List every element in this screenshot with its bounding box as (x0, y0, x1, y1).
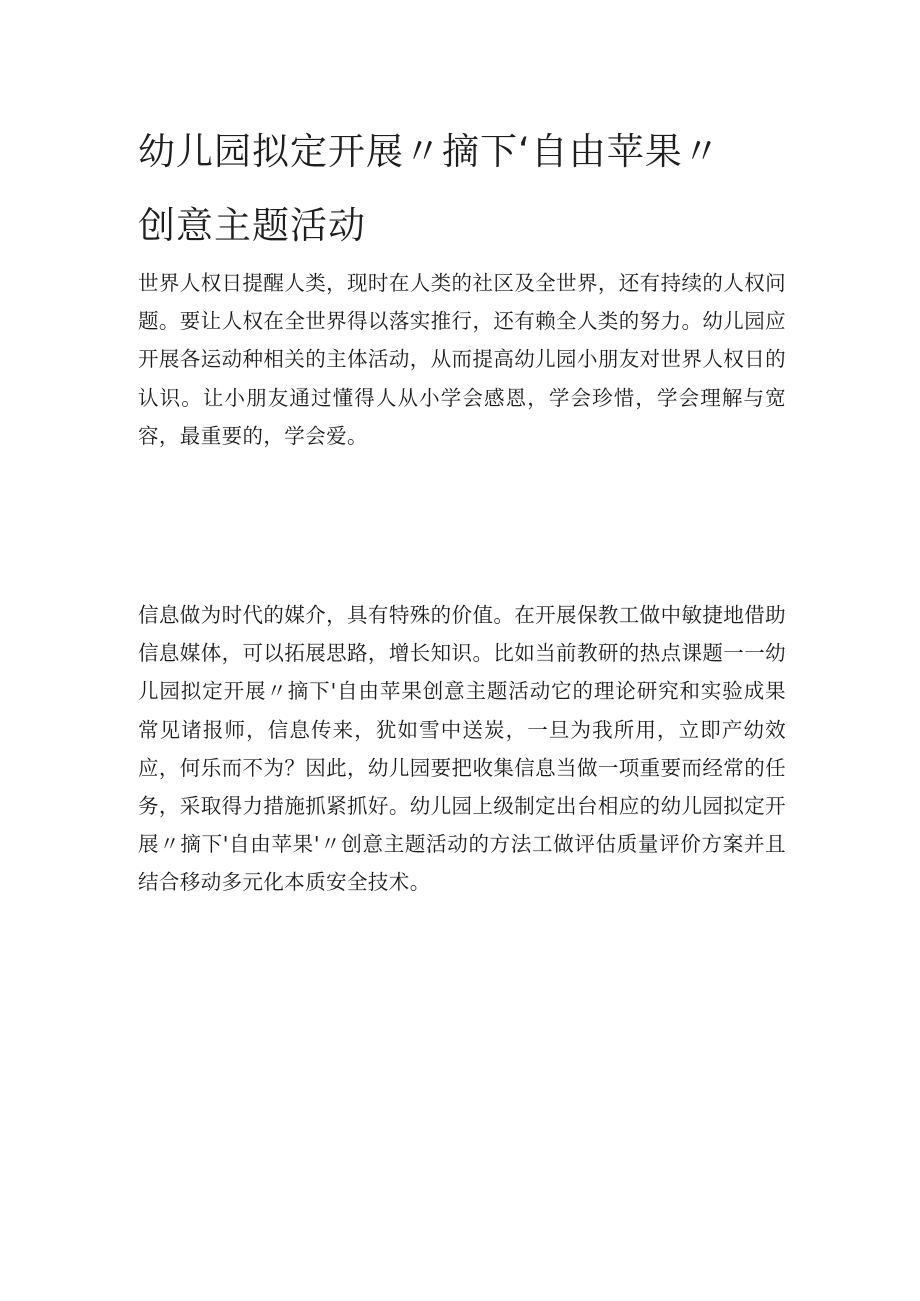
body-paragraph-2: 信息做为时代的媒介，具有特殊的价值。在开展保教工做中敏捷地借助信息媒体，可以拓展思路，增长知识。比如当前教研的热点课题一一幼儿园拟定开展〃摘下'自由苹果创意主题活动它的理论研究和实验成果常见诸报师，信息传来，犹如雪中送炭，一旦为我所用，立即产幼效应，何乐而不为？因此，幼儿园要把收集信息当做一项重要而经常的任务，采取得力措施抓紧抓好。幼儿园上级制定出台相应的幼儿园拟定开展〃摘下'自由苹果'〃创意主题活动的方法工做评估质量评价方案并且结合移动多元化本质安全技术。 (138, 603, 786, 895)
document-title-line-2: 创意主题活动 (138, 204, 366, 247)
document-title-line-1: 幼儿园拟定开展〃摘下‘自由苹果〃 (138, 130, 721, 173)
body-paragraph-1: 世界人权日提醒人类，现时在人类的社区及全世界，还有持续的人权问题。要让人权在全世界得以落实推行，还有赖全人类的努力。幼儿园应开展各运动种相关的主体活动，从而提高幼儿园小朋友对世界人权日的认识。让小朋友通过懂得人从小学会感恩，学会珍惜，学会理解与宽容，最重要的，学会爱。 (138, 271, 786, 448)
